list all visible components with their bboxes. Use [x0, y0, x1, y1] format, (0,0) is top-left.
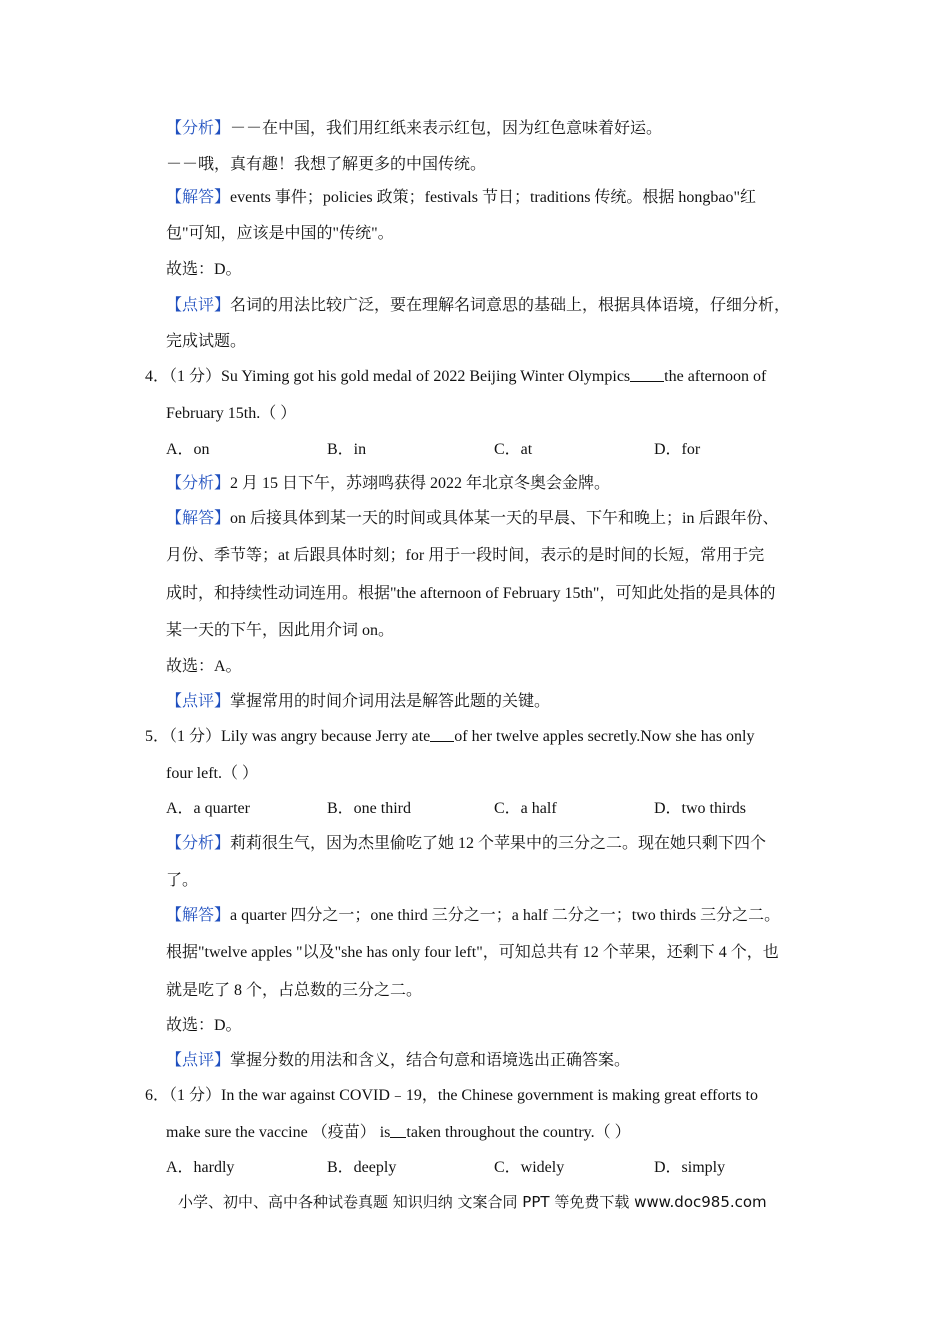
q5-analysis-text: 莉莉很生气，因为杰里偷吃了她 12 个苹果中的三分之二。现在她只剩下四个 — [230, 835, 767, 852]
analysis-label: 【分析】 — [166, 120, 231, 137]
q5-answer-line3: 就是吃了 8 个，占总数的三分之二。 — [166, 982, 423, 999]
answer-blank — [630, 367, 664, 382]
q5-options — [166, 799, 786, 819]
q5-comment-text: 掌握分数的用法和含义，结合句意和语境选出正确答案。 — [230, 1052, 631, 1069]
q3-comment-line2: 完成试题。 — [166, 333, 247, 350]
q3-comment — [166, 296, 790, 316]
q4-option-b: B．in — [327, 441, 367, 458]
analysis-label: 【分析】 — [166, 475, 231, 492]
q6-stem-line1: In the war against COVID﹣19，the Chinese government is making great efforts to — [221, 1087, 758, 1104]
comment-label: 【点评】 — [166, 1052, 231, 1069]
q3-analysis-line2: －－哦，真有趣！我想了解更多的中国传统。 — [166, 156, 487, 173]
q5-stem-before: Lily was angry because Jerry ate — [221, 728, 431, 745]
q3-comment-text: 名词的用法比较广泛，要在理解名词意思的基础上，根据具体语境，仔细分析， — [230, 297, 791, 314]
q5-option-b: B．one third — [327, 800, 411, 817]
q4-analysis-text: 2 月 15 日下午，苏翊鸣获得 2022 年北京冬奥会金牌。 — [230, 475, 611, 492]
q6-score: （1 分） — [169, 1087, 222, 1104]
q5-option-d: D．two thirds — [654, 800, 747, 817]
q4-choice: 故选：A。 — [166, 658, 242, 675]
answer-label: 【解答】 — [166, 907, 231, 924]
q4-answer-line3: 成时，和持续性动词连用。根据"the afternoon of February 15th"，可知此处指的是具体的 — [166, 585, 776, 602]
q4-options — [166, 440, 786, 460]
q4-stem-after: the afternoon of — [664, 368, 767, 385]
q6-option-a: A．hardly — [166, 1159, 235, 1176]
q6-stem-line2 — [166, 1123, 631, 1143]
q5-analysis-line2: 了。 — [166, 872, 199, 889]
q6-option-b: B．deeply — [327, 1159, 397, 1176]
q5-number: 5． — [145, 728, 170, 745]
q4-answer-line4: 某一天的下午，因此用介词 on。 — [166, 622, 395, 639]
q5-comment — [166, 1051, 630, 1071]
answer-label: 【解答】 — [166, 510, 231, 527]
q5-stem-after: of her twelve apples secretly.Now she has only — [454, 728, 755, 745]
q4-option-d: D．for — [654, 441, 701, 458]
q3-analysis — [166, 119, 662, 139]
q5-option-c: C．a half — [494, 800, 557, 817]
q3-analysis-text: －－在中国，我们用红纸来表示红包，因为红色意味着好运。 — [230, 120, 663, 137]
answer-blank — [390, 1123, 406, 1138]
q4-comment-text: 掌握常用的时间介词用法是解答此题的关键。 — [230, 693, 551, 710]
q4-stem-before: Su Yiming got his gold medal of 2022 Beijing Winter Olympics — [221, 368, 631, 385]
q4-answer-text: on 后接具体到某一天的时间或具体某一天的早晨、下午和晚上；in 后跟年份、 — [230, 510, 779, 527]
q6-option-d: D．simply — [654, 1159, 726, 1176]
analysis-label: 【分析】 — [166, 835, 231, 852]
comment-label: 【点评】 — [166, 297, 231, 314]
q5-stem — [145, 727, 754, 747]
page-footer: 小学、初中、高中各种试卷真题 知识归纳 文案合同 PPT 等免费下载 www.doc985.com — [178, 1193, 767, 1211]
q4-stem — [145, 367, 766, 387]
q6-stem-before: make sure the vaccine （疫苗） is — [166, 1124, 391, 1141]
answer-blank — [430, 727, 454, 742]
q6-stem — [145, 1086, 758, 1106]
q5-answer — [166, 906, 780, 926]
q5-stem-line2: four left.（ ） — [166, 765, 258, 782]
q3-answer-text: events 事件；policies 政策；festivals 节日；traditions 传统。根据 hongbao"红 — [230, 189, 757, 206]
q5-score: （1 分） — [169, 728, 222, 745]
q4-option-a: A．on — [166, 441, 210, 458]
q5-analysis — [166, 834, 766, 854]
q6-number: 6． — [145, 1087, 170, 1104]
q5-option-a: A．a quarter — [166, 800, 250, 817]
q6-options — [166, 1158, 786, 1178]
q3-choice: 故选：D。 — [166, 261, 242, 278]
q3-answer-line2: 包"可知，应该是中国的"传统"。 — [166, 225, 394, 242]
q5-choice: 故选：D。 — [166, 1017, 242, 1034]
q3-answer — [166, 188, 756, 208]
q4-comment — [166, 692, 550, 712]
q6-option-c: C．widely — [494, 1159, 565, 1176]
q4-score: （1 分） — [169, 368, 222, 385]
q4-answer-line2: 月份、季节等；at 后跟具体时刻；for 用于一段时间，表示的是时间的长短，常用于完 — [166, 547, 765, 564]
q4-analysis — [166, 474, 610, 494]
q4-number: 4． — [145, 368, 170, 385]
q4-option-c: C．at — [494, 441, 533, 458]
answer-label: 【解答】 — [166, 189, 231, 206]
q4-answer — [166, 509, 778, 529]
q5-answer-text: a quarter 四分之一；one third 三分之一；a half 二分之一；two thirds 三分之二。 — [230, 907, 781, 924]
q5-answer-line2: 根据"twelve apples "以及"she has only four left"，可知总共有 12 个苹果，还剩下 4 个，也 — [166, 944, 779, 961]
q6-stem-after: taken throughout the country.（ ） — [406, 1124, 631, 1141]
q4-stem-line2: February 15th.（ ） — [166, 405, 297, 422]
comment-label: 【点评】 — [166, 693, 231, 710]
